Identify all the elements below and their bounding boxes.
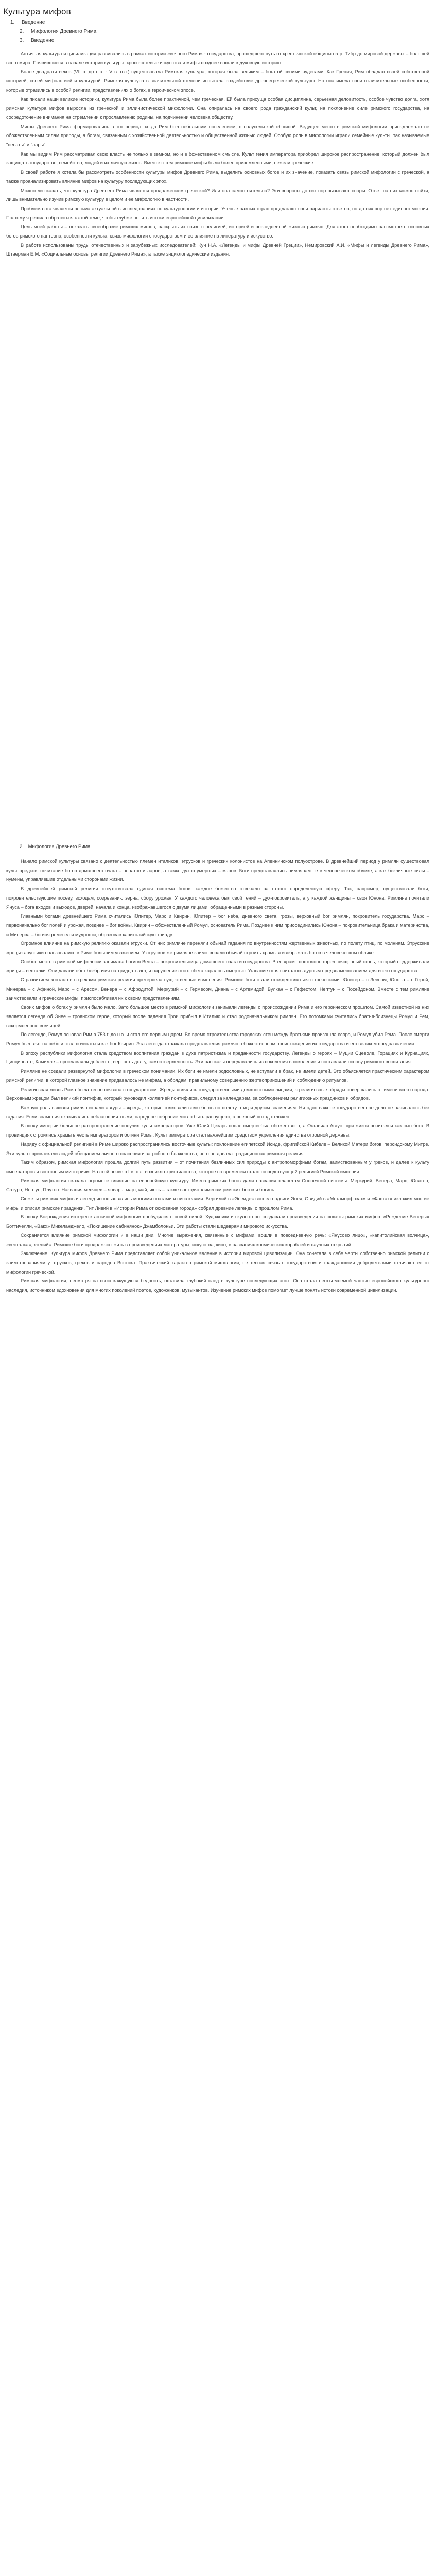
toc-item-label: Введение [31,38,55,43]
table-of-contents [10,20,96,47]
body-paragraph: Начало римской культуры связано с деятельностью племен италиков, этрусков и греческих колонистов на Апеннинском полуострове. В древнейший период у римлян существовал культ предков, почитание богов домашнего очага – пенатов и ларов, а также духов умерших – манов. Боги представлялись римлянам не в человеческом облике, а как безличные силы – нумены, управлявшие отдельными сторонами жизни. [6,859,429,883]
toc-item-number: 3. [20,38,24,43]
body-paragraph: Проблема эта является весьма актуальной в исследованиях по культурологии и истории. Ученые разных стран предлагают свои варианты ответов, но до сих пор нет единого мнения. Поэтому я решила обратиться к этой теме, чтобы глубже понять истоки европейской цивилизации. [6,206,429,221]
body-paragraph: Наряду с официальной религией в Риме широко распространились восточные культы: поклонение египетской Исиде, фригийской Кибеле – Великой Матери богов, персидскому Митре. Эти культы привлекали людей обещанием личного спасения и загробного блаженства, чего не давала традиционная римская религия. [6,1141,429,1156]
body-paragraph: В эпоху республики мифология стала средством воспитания граждан в духе патриотизма и преданности государству. Легенды о героях – Муции Сцеволе, Горациях и Куриациях, Цинциннате, Камилле – прославляли доблесть, верность долгу, самоотверженность. Эти рассказы передавались из поколения в поколение и составляли основу римского воспитания. [6,1050,429,1065]
body-paragraph: В своей работе я хотела бы рассмотреть особенности культуры мифов Древнего Рима, выделить основных богов и их значение, показать связь римской мифологии с греческой, а также проанализировать влияние мифов на культуру последующих эпох. [6,170,429,184]
body-paragraph: Особое место в римской мифологии занимала богиня Веста – покровительница домашнего очага и государства. В ее храме постоянно горел священный огонь, который поддерживали жрицы – весталки. Они давали обет безбрачия на тридцать лет, и нарушение этого обета каралось смертью. Угасание огня считалось дурным предзнаменованием для всего государства. [6,959,429,974]
body-paragraph: Сохраняется влияние римской мифологии и в наши дни. Многие выражения, связанные с мифами, вошли в повседневную речь: «Янусово лицо», «капитолийская волчица», «весталка», «гений». Римские боги продолжают жить в произведениях литературы, искусства, кино, в названиях космических кораблей и научных открытий. [6,1232,429,1247]
body-paragraph: Таким образом, римская мифология прошла долгий путь развития – от почитания безличных сил природы к антропоморфным богам, заимствованным у греков, и далее к культу императоров и восточным мистериям. На этой почве в I в. н.э. возникло христианство, которое со временем стало господствующей религией Римской империи. [6,1160,429,1174]
body-paragraph: Мифы Древнего Рима формировались в тот период, когда Рим был небольшим поселением, с полусельской общиной. Ведущее место в римской мифологии принадлежало не обожествленным силам природы, а богам, связанным с хозяйственной деятельностью и общественной жизнью людей. Особую роль в мифологии играли семейные культы, так называемые "пенаты" и "лары". [6,124,429,148]
toc-item [10,29,96,38]
body-paragraph: В работе использованы труды отечественных и зарубежных исследователей: Кун Н.А. «Легенды и мифы Древней Греции», Немировский А.И. «Мифы и легенды Древнего Рима», Штаерман Е.М. «Социальные основы религии Древнего Рима», а также энциклопедические издания. [6,242,429,257]
toc-item [10,20,96,29]
mythology-section [6,857,429,1295]
body-paragraph: Более двадцати веков (VII в. до н.э. - V в. н.э.) существовала Римская культура, которая была великим – богатой своими чудесами. Как Греция, Рим обладал своей собственной историей, своей мифологией и культурой. Римская культура в значительной степени испытала воздействие древнегреческой культуры. Но она имела свои отличительные особенности, которые отразились в особой религии, представлениях о богах, в героическом эпосе. [6,69,429,93]
body-paragraph: Огромное влияние на римскую религию оказали этруски. От них римляне переняли обычай гадания по внутренностям жертвенных животных, по полету птиц, по молниям. Этрусские жрецы-гаруспики пользовались в Риме большим уважением. У этрусков же римляне заимствовали обычай строить храмы и изображать богов в человеческом облике. [6,941,429,956]
body-paragraph: Можно ли сказать, что культура Древнего Рима является продолжением греческой? Или она самостоятельна? Эти вопросы до сих пор вызывают споры. Ответ на них можно найти, лишь внимательно изучив римскую культуру в целом и ее мифологию в частности. [6,188,429,202]
body-paragraph: Римляне не создали развернутой мифологии в греческом понимании. Их боги не имели родословных, не вступали в брак, не имели детей. Это объясняется практическим характером римской религии, в которой главное значение придавалось не мифам, а обрядам, правильному совершению жертвоприношений и соблюдению ритуалов. [6,1069,429,1083]
section-heading-label: Мифология Древнего Рима [28,844,91,850]
body-paragraph: В эпоху Возрождения интерес к античной мифологии пробудился с новой силой. Художники и скульпторы создавали произведения на сюжеты римских мифов: «Рождение Венеры» Боттичелли, «Вакх» Микеланджело, «Похищение сабинянок» Джамболоньи. Эти работы стали шедеврами мирового искусства. [6,1214,429,1229]
body-paragraph: По легенде, Ромул основал Рим в 753 г. до н.э. и стал его первым царем. Во время строительства городских стен между братьями произошла ссора, и Ромул убил Рема. После смерти Ромул был взят на небо и стал почитаться как бог Квирин. Эта легенда отражала представления римлян о божественном происхождении их государства и его великом предназначении. [6,1032,429,1047]
toc-item-number: 1. [10,20,15,25]
body-paragraph: В эпоху империи большое распространение получил культ императоров. Уже Юлий Цезарь после смерти был обожествлен, а Октавиан Август при жизни почитался как сын бога. В провинциях строились храмы в честь императоров и богини Ромы. Культ императора стал важнейшим средством укрепления единства огромной державы. [6,1123,429,1138]
body-paragraph: Важную роль в жизни римлян играли авгуры – жрецы, которые толковали волю богов по полету птиц и другим знамениям. Ни одно важное государственное дело не начиналось без гадания. Если знамения оказывались неблагоприятными, народное собрание могло быть распущено, а военный поход отложен. [6,1105,429,1120]
body-paragraph: В древнейшей римской религии отсутствовала единая система богов, каждое божество отвечало за строго определенную сферу. Так, например, существовали боги, покровительствующие посеву, всходам, созреванию зерна, сбору урожая. У каждого человека был свой гений – дух-покровитель, а у каждой женщины – своя Юнона. Римляне почитали Януса – бога входов и выходов, дверей, начала и конца, изображавшегося с двумя лицами, обращенными в разные стороны. [6,886,429,910]
body-paragraph: Сюжеты римских мифов и легенд использовались многими поэтами и писателями. Вергилий в «Энеиде» воспел подвиги Энея, Овидий в «Метаморфозах» и «Фастах» изложил многие мифы и описал римские праздники, Тит Ливий в «Истории Рима от основания города» собрал древние легенды о прошлом Рима. [6,1196,429,1211]
toc-item-number: 2. [20,28,24,35]
body-paragraph: Цель моей работы – показать своеобразие римских мифов, раскрыть их связь с религией, историей и повседневной жизнью римлян. Для этого необходимо рассмотреть основных богов римского пантеона, особенности культа, связь мифологии с государством и ее влияние на литературу и искусство. [6,224,429,239]
section-heading: 2. Мифология Древнего Рима [20,844,91,850]
toc-item-label: Мифология Древнего Рима [31,28,97,35]
body-paragraph: Своих мифов о богах у римлян было мало. Зато большое место в римской мифологии занимали легенды о происхождении Рима и его героическом прошлом. Самой известной из них является легенда об Энее – троянском герое, который после падения Трои прибыл в Италию и стал родоначальником римлян. Его потомками считались братья-близнецы Ромул и Рем, вскормленные волчицей. [6,1005,429,1028]
body-paragraph: Как писали наши великие историки, культура Рима была более практичной, чем греческая. Ей была присуща особая дисциплина, серьезная деловитость, особое чувство долга, хотя римская культура мифов выросла из греческой и эллинистической мифологии. Она опиралась на своего рода гражданский культ, на поклонение силе римского государства, на сосредоточение внимания на стремлении к прославлению родины, на подчинении человека обществу. [6,96,429,120]
page-title: Культура мифов [3,7,71,17]
body-paragraph: Религиозная жизнь Рима была тесно связана с государством. Жрецы являлись государственными должностными лицами, а религиозные обряды совершались от имени всего народа. Верховным жрецом был великий понтифик, который руководил коллегией понтификов, следил за календарем, за соблюдением религиозных праздников и обрядов. [6,1087,429,1101]
body-paragraph: Римская мифология, несмотря на свою кажущуюся бедность, оставила глубокий след в культуре последующих эпох. Она стала неотъемлемой частью европейского культурного наследия, источником вдохновения для многих поколений поэтов, художников, музыкантов. Изучение римских мифов помогает лучше понять истоки современной цивилизации. [6,1278,429,1293]
intro-section [6,49,429,259]
body-paragraph: Как мы видим Рим рассматривал свою власть не только в земном, но и в божественном смысле. Культ гения императора приобрел широкое распространение, который должен был защищать государство, семейство, людей и их личную жизнь. Вместе с тем римские мифы были более приземленными, нежели греческие. [6,151,429,166]
toc-item-label: Введение [22,20,45,25]
toc-item [10,38,96,47]
body-paragraph: Заключение. Культура мифов Древнего Рима представляет собой уникальное явление в истории мировой цивилизации. Она сочетала в себе черты собственно римской религии с заимствованиями у этрусков, греков и народов Востока. Практический характер римской мифологии, ее тесная связь с государством и гражданскими добродетелями отличают ее от мифологии греческой. [6,1251,429,1275]
body-paragraph: Римская мифология оказала огромное влияние на европейскую культуру. Имена римских богов дали названия планетам Солнечной системы: Меркурий, Венера, Марс, Юпитер, Сатурн, Нептун, Плутон. Названия месяцев – январь, март, май, июнь – также восходят к именам римских богов и богинь. [6,1178,429,1193]
body-paragraph: Главными богами древнейшего Рима считались Юпитер, Марс и Квирин. Юпитер – бог неба, дневного света, грозы, верховный бог римлян, покровитель государства. Марс – первоначально бог полей и урожая, позднее – бог войны. Квирин – обожествленный Ромул, основатель Рима. Позднее к ним присоединились Юнона – покровительница брака и материнства, и Минерва – богиня ремесел и мудрости, образовав капитолийскую триаду. [6,913,429,937]
body-paragraph: Античная культура и цивилизация развивались в рамках истории «вечного Рима» - государства, прошедшего путь от крестьянской общины на р. Тибр до мировой державы – большей всего мира. Появившиеся в начале истории культуры, кросс-сетевые искусства и мифы позднее вошли в духовную историю. [6,51,429,65]
body-paragraph: С развитием контактов с греками римская религия претерпела существенные изменения. Римские боги стали отождествляться с греческими: Юпитер – с Зевсом, Юнона – с Герой, Минерва – с Афиной, Марс – с Аресом, Венера – с Афродитой, Меркурий – с Гермесом, Диана – с Артемидой, Вулкан – с Гефестом, Нептун – с Посейдоном. Вместе с тем римляне заимствовали и греческие мифы, приспосабливая их к своим представлениям. [6,977,429,1001]
